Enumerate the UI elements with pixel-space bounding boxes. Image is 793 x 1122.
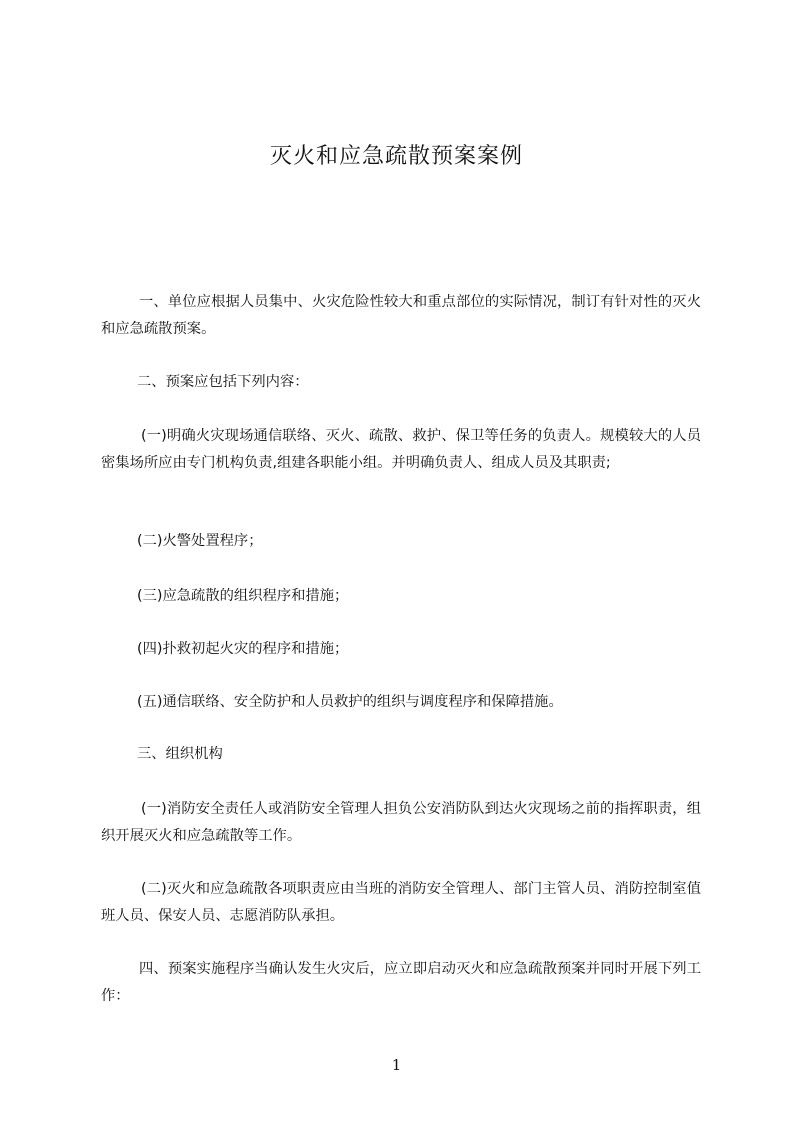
paragraph-item-2-5: (五)通信联络、安全防护和人员救护的组织与调度程序和保障措施。: [137, 694, 563, 710]
page-number: 1: [391, 1056, 402, 1074]
paragraph-item-2-4: (四)扑救初起火灾的程序和措施；: [137, 641, 349, 657]
paragraph-item-3-2: (二)灭火和应急疏散各项职责应由当班的消防安全管理人、部门主管人员、消防控制室值班人员、保安人员、志愿消防队承担。: [101, 881, 701, 924]
paragraph-section-4: 四、预案实施程序当确认发生火灾后，应立即启动灭火和应急疏散预案并同时开展下列工作：: [101, 961, 701, 1004]
paragraph-section-2: 二、预案应包括下列内容：: [137, 374, 309, 390]
paragraph-item-2-2: (二)火警处置程序；: [137, 533, 263, 549]
paragraph-item-3-1: (一)消防安全责任人或消防安全管理人担负公安消防队到达火灾现场之前的指挥职责，组织开展灭火和应急疏散等工作。: [101, 801, 701, 844]
paragraph-section-3: 三、组织机构: [137, 746, 223, 762]
document-title: 灭火和应急疏散预案案例: [269, 144, 523, 169]
paragraph-item-2-1: (一)明确火灾现场通信联络、灭火、疏散、救护、保卫等任务的负责人。规模较大的人员密集场所应由专门机构负责,组建各职能小组。并明确负责人、组成人员及其职责;: [101, 428, 701, 471]
paragraph-section-1: 一、单位应根据人员集中、火灾危险性较大和重点部位的实际情况，制订有针对性的灭火和应急疏散预案。: [101, 294, 701, 337]
paragraph-item-2-3: (三)应急疏散的组织程序和措施；: [137, 588, 349, 604]
